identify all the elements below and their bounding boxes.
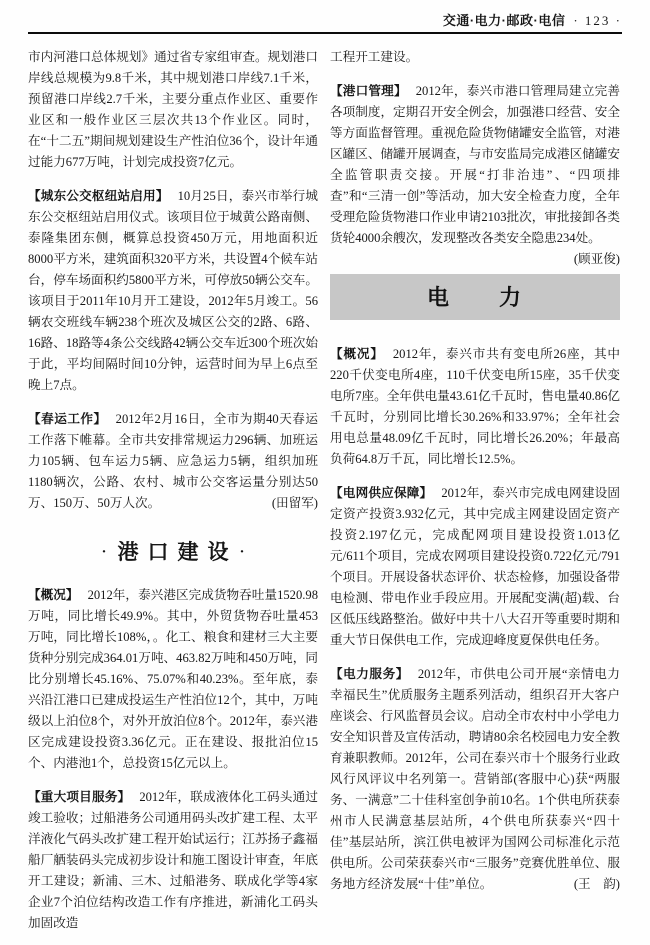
entry-text-port-overview: 2012年，泰兴港区完成货物吞吐量1520.98万吨，同比增长49.9%。其中，外贸货物吞吐量453万吨，同比增长108%，。化工、粮食和建材三大主要货种分别完成364.01万吨、463.82万吨和450万吨，同比分别增长45.16%、75.07%和40.23%。至年底，泰兴沿江港口已建成投运生产性泊位12个，其中，万吨级以上泊位8个，对外开放泊位8个。2012年，泰兴港区完成建设投资3.36亿元。正在建设、报批泊位15个、内港池1个，总投资15亿元以上。 xyxy=(28,588,319,770)
entry-major-projects xyxy=(28,787,318,934)
entry-label-grid-supply: 【电网供应保障】 xyxy=(330,486,433,500)
entry-text-power-service: 2012年，市供电公司开展“亲情电力 幸福民生”优质服务主题系列活动，组织召开大客户座谈会、行风监督员会议。启动全市农村中小学电力安全知识普及宣传活动，聘请80余名校园电力安全教育兼职教师。2012年，公司在泰兴市十个服务行业政风行风评议中名列第一。营销部(客服中心)获“两服务、一满意”二十佳科室创争前10名。1个供电所获泰州市人民满意基层站所，4个供电所获泰兴“四十佳”基层站所，滨江供电被评为国网公司标准化示范供电所。公司荣获泰兴市“三服务”竞赛优胜单位、服务地方经济发展“十佳”单位。 xyxy=(330,667,633,891)
entry-power-service xyxy=(330,664,633,895)
author-signature: (王 韵) xyxy=(573,877,620,891)
paragraph-continuation-project: 工程开工建设。 xyxy=(330,50,419,64)
entry-text-spring-transport: 2012年2月16日，全市为期40天春运工作落下帷幕。全市共安排常规运力296辆、加班运力105辆、包车运力5辆、应急运力5辆，组织加班1180辆次，公路、农村、城市公交客运量分别达50万、150万、50万人次。 xyxy=(28,412,319,510)
entry-label-port-overview: 【概况】 xyxy=(28,588,79,602)
entry-label-power-service: 【电力服务】 xyxy=(330,667,409,681)
author-signature: (顾亚俊) xyxy=(573,252,620,266)
running-head-title: 交通·电力·邮政·电信 xyxy=(442,13,566,28)
section-heading-port-construction xyxy=(28,538,318,566)
entry-text-port-administration: 2012年，泰兴市港口管理局建立完善各项制度，定期召开安全例会，加强港口经营、安全等方面监督管理。重视危险货物储罐安全监管，对港区罐区、储罐开展调查，与市安监局完成港区储罐安全监管职责交接。开展“打非治违”、“四项排查”和“三清一创”等活动，加大安全检查力度，全年受理危险货物港口作业申请2103批次，审批接卸各类货轮4000余艘次，发现整改各类安全隐患234处。 xyxy=(330,84,621,245)
entry-port-overview xyxy=(28,585,318,774)
left-column xyxy=(28,47,318,945)
right-column xyxy=(330,47,633,945)
entry-text-grid-supply: 2012年，泰兴市完成电网建设固定资产投资3.932亿元，其中完成主网建设固定资产投资2.197亿元，完成配网项目建设投资1.013亿元/611个项目，完成农网项目建设投资0.722亿元/791个项目。开展设备状态评价、状态检修，加强设备带电检测、带电作业手段应用。开展配变满(超)载、台区低压线路整治。做好中共十八大召开等重要时期和重大节日保供电工作，完成迎峰度夏保供电任务。 xyxy=(330,486,621,647)
heading-dot-right: · xyxy=(239,544,245,560)
entry-port-administration xyxy=(330,81,621,266)
entry-text-transit-hub: 10月25日，泰兴市举行城东公交枢纽站启用仪式。该项目位于城黄公路南侧、泰隆集团东侧，概算总投资450万元，用地面积近8000平方米，建筑面积320平方米，共设置4个候车站台，停车场面积约5800平方米，可停放50辆公交车。该项目于2011年10月开工建设，2012年5月竣工。56辆农交班线车辆238个班次及城区公交的2路、6路、16路、18路等4条公交线路42辆公交车近300个班次始于此，平均间隔时间10分钟，运营时间为早上6点至晚上7点。 xyxy=(28,189,318,392)
entry-text-major-projects: 2012年，联成液体化工码头通过竣工验收；过船港务公司通用码头改扩建工程、太平洋液化气码头改扩建工程开始试运行；江苏扬子鑫福船厂舾装码头完成初步设计和施工图设计审查，年底开工建设；新浦、三木、过船港务、联成化学等4家企业7个泊位结构改造工作有序推进，新浦化工码头加固改造 xyxy=(28,790,319,930)
section-heading-title: 港口建设 xyxy=(117,540,238,564)
entry-label-port-administration: 【港口管理】 xyxy=(330,84,407,98)
entry-label-major-projects: 【重大项目服务】 xyxy=(28,790,131,804)
author-signature: (田留军) xyxy=(271,496,318,510)
heading-dot-left: · xyxy=(101,544,107,560)
entry-transit-hub xyxy=(28,186,318,396)
page-number: · 123 · xyxy=(573,13,622,28)
entry-power-overview xyxy=(330,344,620,470)
entry-text-power-overview: 2012年，泰兴市共有变电所26座，其中220千伏变电所4座，110千伏变电所15座，35千伏变电所7座。全年供电量43.61亿千瓦时，售电量40.86亿千瓦时，分别同比增长30.26%和33.97%；全年社会用电总量48.09亿千瓦时，同比增长26.20%；年最高负荷64.8万千瓦，同比增长12.5%。 xyxy=(330,347,621,466)
running-head xyxy=(28,10,622,29)
chapter-title: 电 力 xyxy=(426,284,523,310)
paragraph-continuation-port-plan: 市内河港口总体规划》通过省专家组审查。规划港口岸线总规模为9.8千米，其中规划港口岸线7.1千米，预留港口岸线2.7千米，主要分重点作业区、重要作业区和一般作业区三层次共13个作业区。同时，在“十二五”期间规划建设生产性泊位36个，设计年通过能力677万吨，计划完成投资7亿元。 xyxy=(28,50,318,169)
header-rule xyxy=(28,32,622,34)
entry-label-spring-transport: 【春运工作】 xyxy=(28,412,107,426)
entry-label-transit-hub: 【城东公交枢纽站启用】 xyxy=(28,189,169,203)
two-column-body xyxy=(28,47,633,945)
chapter-box-electric-power xyxy=(330,274,620,320)
entry-grid-supply xyxy=(330,483,620,651)
entry-label-power-overview: 【概况】 xyxy=(330,347,384,361)
entry-spring-transport xyxy=(28,409,318,514)
page-header xyxy=(28,10,622,34)
